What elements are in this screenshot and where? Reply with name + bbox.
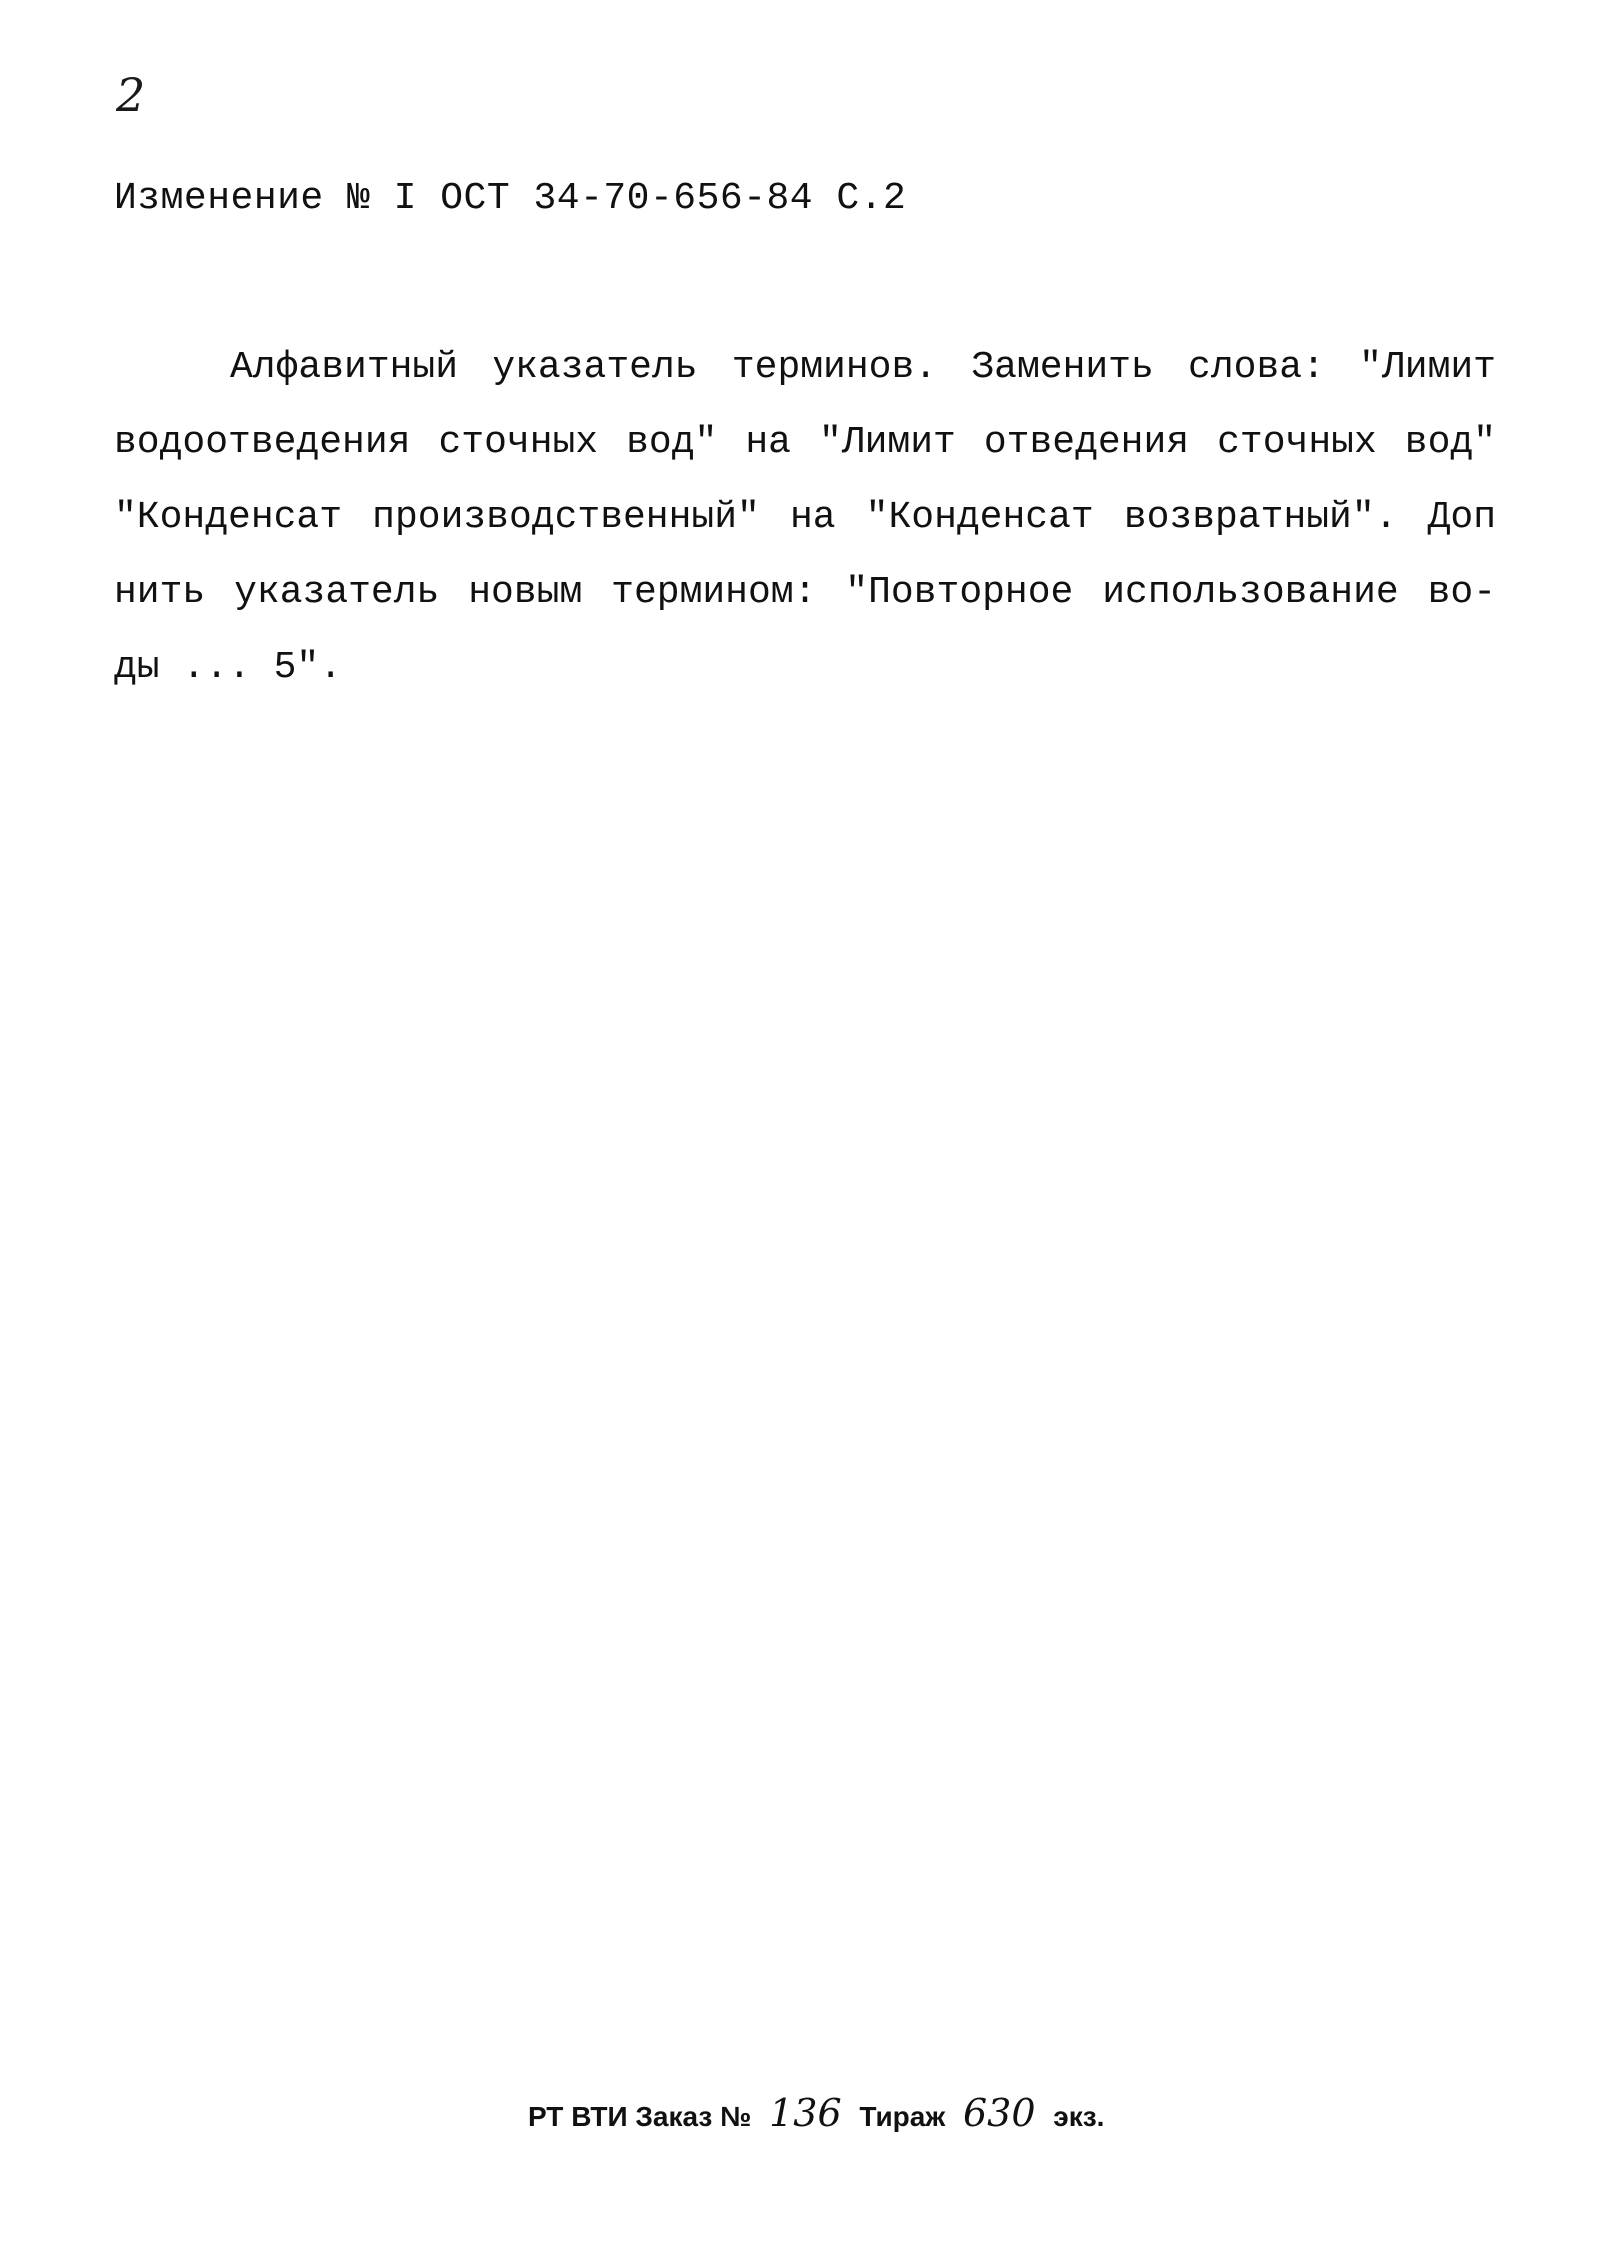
amendment-header: Изменение № I ОСТ 34-70-656-84 С.2 (114, 177, 907, 220)
amendment-body (114, 330, 1496, 705)
print-imprint (528, 2091, 1105, 2135)
page-number: 2 (116, 68, 146, 122)
imprint-suffix: экз. (1053, 2101, 1105, 2132)
body-line: Алфавитный указатель терминов. Заменить слова: "Лимит (230, 346, 1496, 389)
imprint-prefix: РТ ВТИ Заказ № (528, 2101, 752, 2132)
body-line: водоотведения сточных вод" на "Лимит отведения сточных вод" (114, 421, 1496, 464)
order-number: 136 (769, 2091, 842, 2135)
imprint-circulation-label: Тираж (859, 2101, 946, 2132)
body-line: "Конденсат производственный" на "Конденсат возвратный". Доп (114, 496, 1496, 539)
body-line: нить указатель новым термином: "Повторное использование во- (114, 571, 1496, 614)
circulation-number: 630 (962, 2091, 1036, 2135)
body-line: ды ... 5". (114, 646, 343, 689)
